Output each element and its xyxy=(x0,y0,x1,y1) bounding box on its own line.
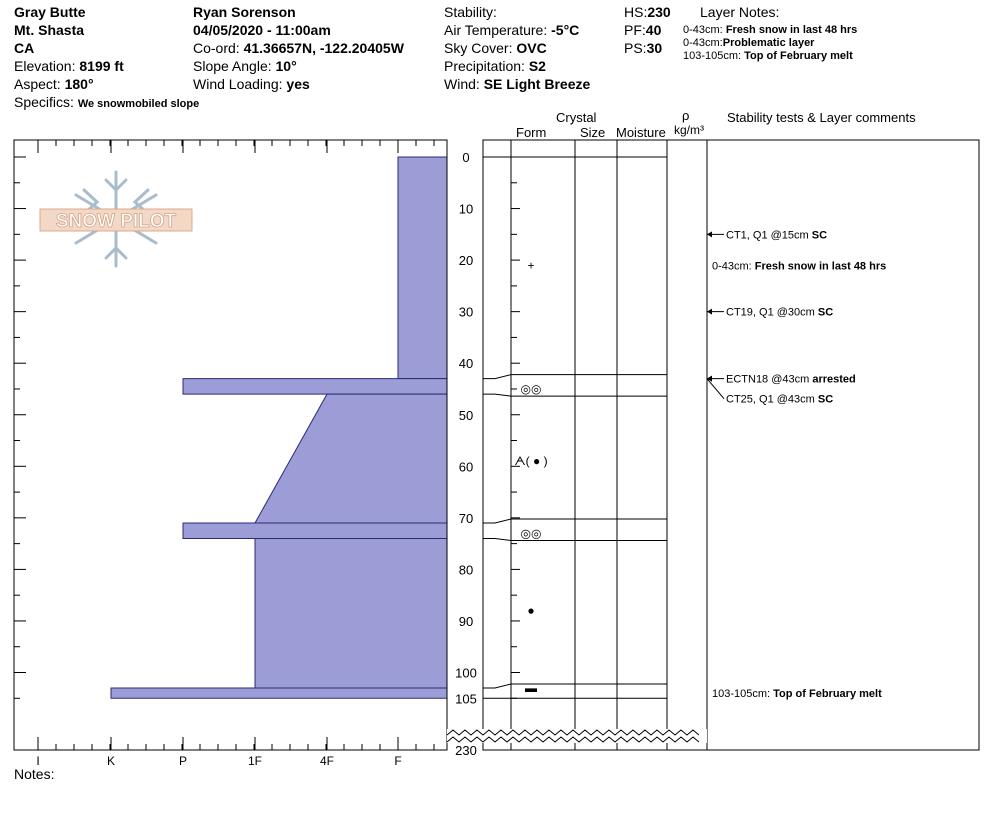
snowpilot-logo xyxy=(40,172,192,266)
state: CA xyxy=(14,40,35,56)
depth-tick-label: 20 xyxy=(458,253,474,269)
hardness-layer xyxy=(255,538,447,687)
depth-tick-label: 100 xyxy=(455,665,477,681)
wind-loading: Wind Loading: yes xyxy=(193,76,310,92)
size-header: Size xyxy=(580,125,606,140)
test-arrow xyxy=(707,376,712,382)
hardness-tick-label: 4F xyxy=(319,754,335,768)
datetime: 04/05/2020 - 11:00am xyxy=(193,22,331,38)
hardness-layer xyxy=(398,157,447,379)
stability-test-label: CT1, Q1 @15cm SC xyxy=(726,229,828,242)
crystal-form-symbol: ● xyxy=(527,603,535,618)
stability-label: Stability: xyxy=(444,4,497,20)
test-arrow xyxy=(707,309,712,315)
layer-comment: 103-105cm: Top of February melt xyxy=(712,688,882,701)
depth-tick-label: 40 xyxy=(458,356,474,372)
air-temperature: Air Temperature: -5°C xyxy=(444,22,580,38)
layer-note: 0-43cm: Fresh snow in last 48 hrs xyxy=(683,24,858,36)
layer-comment: 0-43cm: Fresh snow in last 48 hrs xyxy=(712,260,887,273)
depth-tick-label: 80 xyxy=(458,562,474,578)
depth-tick-label: 0 xyxy=(462,150,470,165)
elevation: Elevation: 8199 ft xyxy=(14,58,124,74)
observer: Ryan Sorenson xyxy=(193,4,296,20)
location-name: Gray Butte xyxy=(14,4,86,20)
stability-test-label: CT19, Q1 @30cm SC xyxy=(726,306,834,319)
svg-text:SNOW PILOT: SNOW PILOT xyxy=(55,211,177,232)
depth-break xyxy=(447,729,707,743)
layer-note: 103-105cm: Top of February melt xyxy=(683,50,853,62)
moisture-header: Moisture xyxy=(616,125,666,140)
test-leader xyxy=(707,379,724,399)
sky-cover: Sky Cover: OVC xyxy=(444,40,547,56)
range-name: Mt. Shasta xyxy=(14,22,85,38)
layer-notes-title: Layer Notes: xyxy=(700,4,780,20)
wind: Wind: SE Light Breeze xyxy=(444,76,591,92)
hardness-tick-label: F xyxy=(394,754,402,768)
hardness-tick-label: P xyxy=(178,754,188,768)
hardness-layer xyxy=(255,394,447,523)
hardness-tick-label: I xyxy=(36,754,40,768)
depth-tick-label: 230 xyxy=(455,743,477,758)
hardness-layer xyxy=(183,523,447,538)
depth-tick-label: 50 xyxy=(458,407,474,423)
pf: PF:40 xyxy=(624,22,662,38)
hardness-tick-label: K xyxy=(106,754,116,768)
notes-label: Notes: xyxy=(14,766,55,782)
stability-comments-header: Stability tests & Layer comments xyxy=(727,110,916,125)
crystal-header: Crystal xyxy=(556,110,597,125)
depth-tick-label: 10 xyxy=(458,201,474,217)
depth-tick-label: 105 xyxy=(455,691,477,707)
crystal-form-symbol: + xyxy=(527,258,535,273)
hardness-tick-label: 1F xyxy=(247,754,263,768)
depth-tick-label: 70 xyxy=(458,510,474,526)
aspect: Aspect: 180° xyxy=(14,76,94,92)
stability-test-label: ECTN18 @43cm arrested xyxy=(726,373,856,386)
density-unit-header: kg/m³ xyxy=(674,123,704,137)
crystal-form-symbol: ◎◎ xyxy=(520,526,542,541)
crystal-form-symbol: ▬ xyxy=(525,680,537,695)
layer-note: 0-43cm:Problematic layer xyxy=(683,37,815,49)
depth-tick-label: 60 xyxy=(458,459,474,475)
depth-tick-label: 30 xyxy=(458,304,474,320)
test-arrow xyxy=(707,231,712,237)
hardness-layer xyxy=(183,379,447,394)
form-header: Form xyxy=(516,125,547,140)
density-rho-header: ρ xyxy=(682,108,690,123)
stability-test-label: CT25, Q1 @43cm SC xyxy=(726,393,834,406)
specifics: Specifics: We snowmobiled slope xyxy=(14,94,200,110)
hardness-layer xyxy=(111,688,447,698)
slope-angle: Slope Angle: 10° xyxy=(193,58,297,74)
precipitation: Precipitation: S2 xyxy=(444,58,546,74)
crystal-form-symbol: ◎◎ xyxy=(520,381,542,396)
ps: PS:30 xyxy=(624,40,663,56)
coordinates: Co-ord: 41.36657N, -122.20405W xyxy=(193,40,404,56)
crystal-form-symbol: ᗅ( ● ) xyxy=(514,454,548,469)
depth-tick-label: 90 xyxy=(458,613,474,629)
hs: HS:230 xyxy=(624,4,671,20)
